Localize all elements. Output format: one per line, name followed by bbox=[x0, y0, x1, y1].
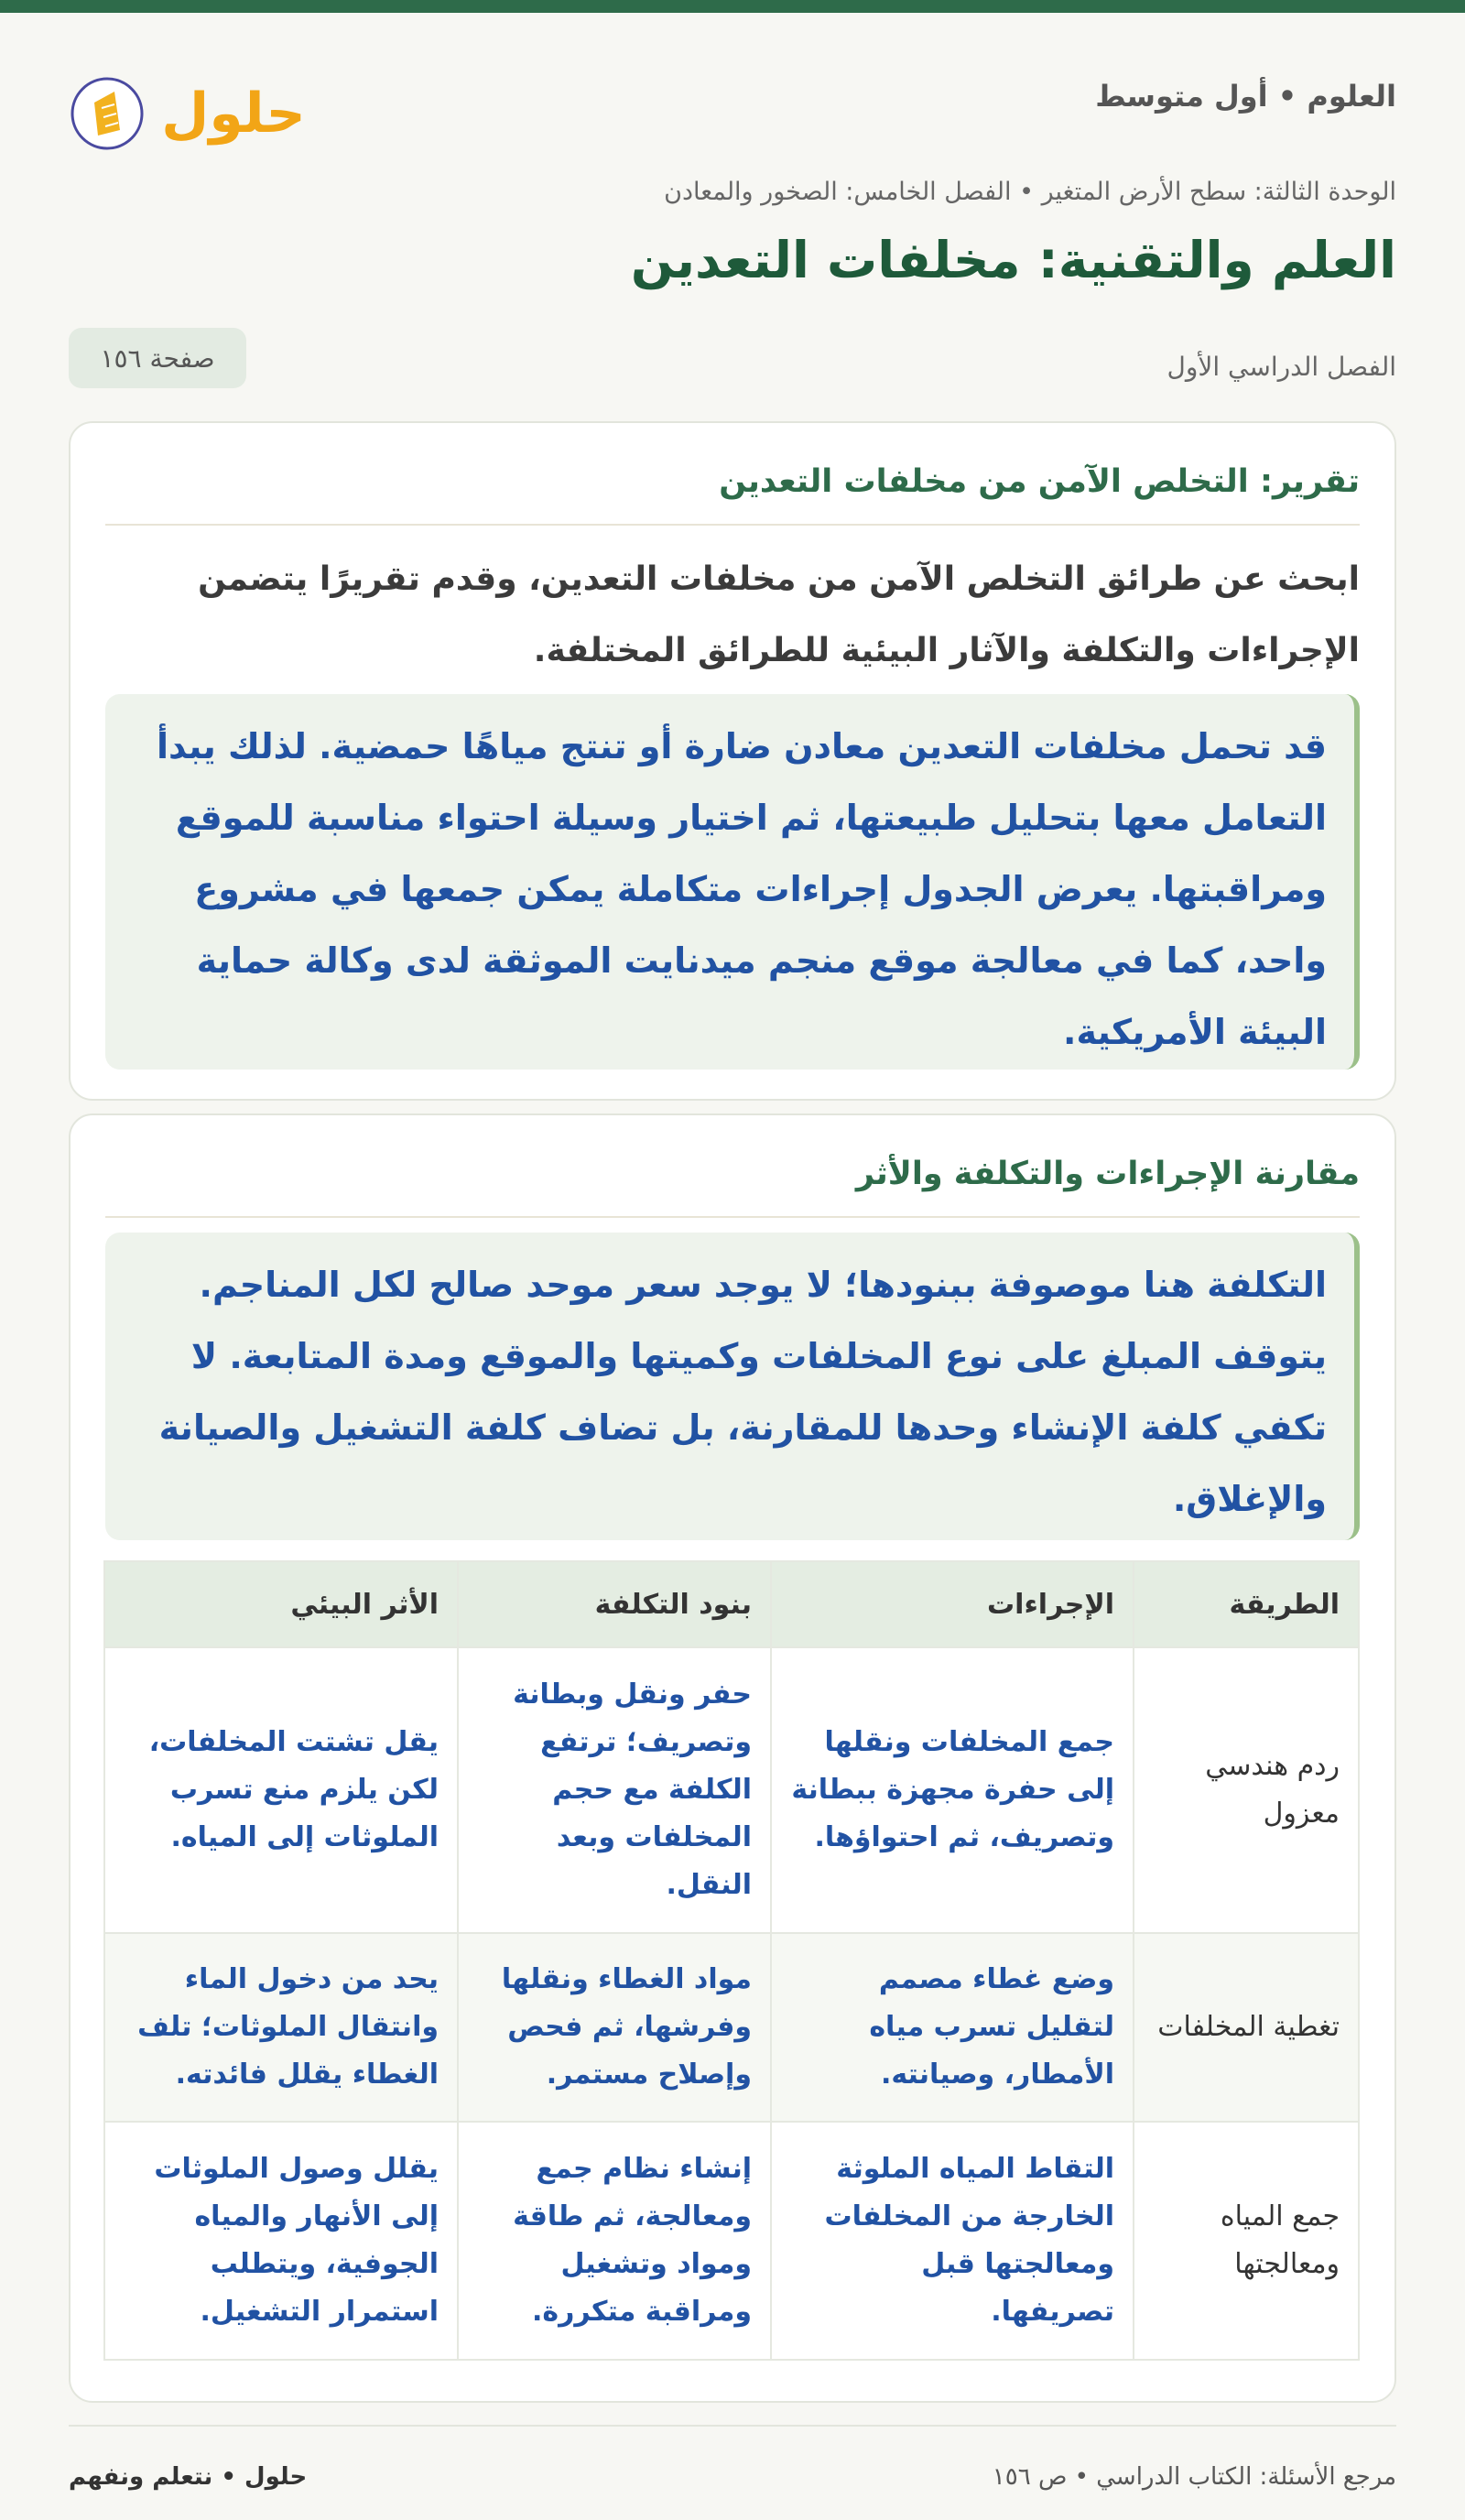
table-header-row bbox=[104, 1561, 1359, 1647]
table-cell: إنشاء نظام جمع ومعالجة، ثم طاقة ومواد وتشغيل ومراقبة متكررة. bbox=[458, 2122, 771, 2360]
table-cell: حفر ونقل وبطانة وتصريف؛ ترتفع الكلفة مع حجم المخلفات وبعد النقل. bbox=[458, 1647, 771, 1933]
report-card bbox=[69, 421, 1396, 1101]
table-cell: جمع المخلفات ونقلها إلى حفرة مجهزة ببطانة وتصريف، ثم احتواؤها. bbox=[771, 1647, 1134, 1933]
column-header: بنود التكلفة bbox=[458, 1561, 771, 1647]
answer-box: قد تحمل مخلفات التعدين معادن ضارة أو تنتج مياهًا حمضية. لذلك يبدأ التعامل معها بتحليل طبيعتها، ثم اختيار وسيلة احتواء مناسبة للموقع ومراقبتها. يعرض الجدول إجراءات متكاملة يمكن جمعها في مشروع واحد، كما في معالجة موقع منجم ميدنايت الموثقة لدى وكالة حماية البيئة الأمريكية. bbox=[105, 694, 1360, 1070]
table-cell: يقلل وصول الملوثات إلى الأنهار والمياه الجوفية، ويتطلب استمرار التشغيل. bbox=[104, 2122, 458, 2360]
footer-brand: حلول • نتعلم ونفهم bbox=[69, 2463, 308, 2491]
logo-text: حلول bbox=[161, 81, 306, 146]
divider bbox=[105, 524, 1360, 526]
top-accent-bar bbox=[0, 0, 1465, 13]
page-container bbox=[69, 13, 1396, 2491]
table-cell: يحد من دخول الماء وانتقال الملوثات؛ تلف الغطاء يقلل فائدته. bbox=[104, 1933, 458, 2122]
section-title: تقرير: التخلص الآمن من مخلفات التعدين bbox=[719, 463, 1360, 500]
breadcrumb: الوحدة الثالثة: سطح الأرض المتغير • الفصل الخامس: الصخور والمعادن bbox=[664, 178, 1396, 206]
table-row bbox=[104, 2122, 1359, 2360]
logo-icon bbox=[69, 66, 316, 158]
comparison-table bbox=[103, 1560, 1360, 2361]
page-title: العلم والتقنية: مخلفات التعدين bbox=[630, 231, 1396, 289]
comparison-card bbox=[69, 1113, 1396, 2403]
page-header bbox=[69, 13, 1396, 187]
table-row bbox=[104, 1647, 1359, 1933]
table-cell: مواد الغطاء ونقلها وفرشها، ثم فحص وإصلاح مستمر. bbox=[458, 1933, 771, 2122]
footer-divider bbox=[69, 2425, 1396, 2427]
column-header: الطريقة bbox=[1134, 1561, 1359, 1647]
subject-label: العلوم • أول متوسط bbox=[1095, 79, 1396, 114]
table-cell: ردم هندسي معزول bbox=[1134, 1647, 1359, 1933]
footer-reference: مرجع الأسئلة: الكتاب الدراسي • ص ١٥٦ bbox=[992, 2463, 1396, 2491]
task-text: ابحث عن طرائق التخلص الآمن من مخلفات التعدين، وقدم تقريرًا يتضمن الإجراءات والتكلفة والآثار البيئية للطرائق المختلفة. bbox=[198, 560, 1360, 669]
table-cell: تغطية المخلفات bbox=[1134, 1933, 1359, 2122]
brand-logo[interactable] bbox=[69, 66, 316, 158]
column-header: الإجراءات bbox=[771, 1561, 1134, 1647]
cost-note-box: التكلفة هنا موصوفة ببنودها؛ لا يوجد سعر موحد صالح لكل المناجم. يتوقف المبلغ على نوع المخلفات وكميتها والموقع ومدة المتابعة. لا تكفي كلفة الإنشاء وحدها للمقارنة، بل تضاف كلفة التشغيل والصيانة والإغلاق. bbox=[105, 1233, 1360, 1540]
section-title: مقارنة الإجراءات والتكلفة والأثر bbox=[855, 1156, 1360, 1192]
page-badge: صفحة ١٥٦ bbox=[69, 328, 246, 388]
table-cell: وضع غطاء مصمم لتقليل تسرب مياه الأمطار، وصيانته. bbox=[771, 1933, 1134, 2122]
divider bbox=[105, 1216, 1360, 1218]
term-label: الفصل الدراسي الأول bbox=[1167, 352, 1396, 382]
table-row bbox=[104, 1933, 1359, 2122]
column-header: الأثر البيئي bbox=[104, 1561, 458, 1647]
table-cell: التقاط المياه الملوثة الخارجة من المخلفات ومعالجتها قبل تصريفها. bbox=[771, 2122, 1134, 2360]
table-cell: جمع المياه ومعالجتها bbox=[1134, 2122, 1359, 2360]
table-cell: يقل تشتت المخلفات، لكن يلزم منع تسرب الملوثات إلى المياه. bbox=[104, 1647, 458, 1933]
